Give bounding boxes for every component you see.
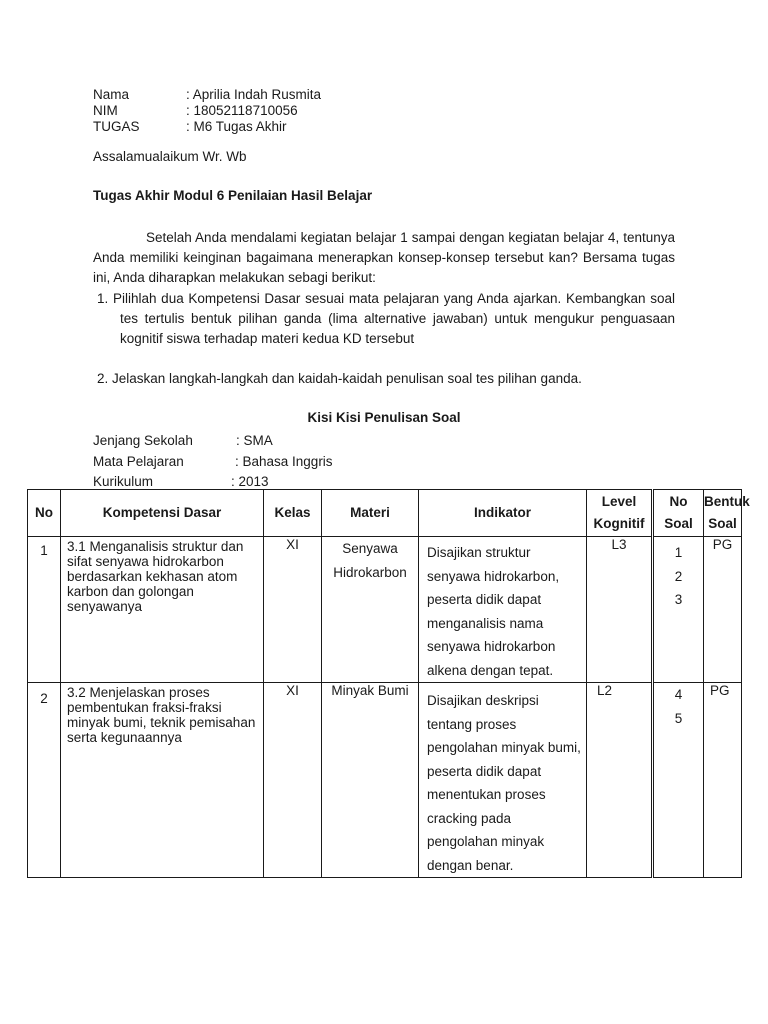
header-nosoal-line2: Soal xyxy=(664,516,693,531)
header-level-line1: Level xyxy=(601,494,637,509)
intro-paragraph: Setelah Anda mendalami kegiatan belajar 1 sampai dengan kegiatan belajar 4, tentunya Anda memiliki keinginan bagaimana menerapkan konsep-konsep tersebut kan? Bersama tugas ini, Anda diharapkan melakukan sebagi berikut: xyxy=(93,230,675,285)
greeting: Assalamualaikum Wr. Wb xyxy=(93,149,247,164)
cell-bentuk: PG xyxy=(704,683,742,878)
header-bentuk-line2: Soal xyxy=(708,516,737,531)
cell-indikator xyxy=(419,683,587,878)
materi-line1: Senyawa xyxy=(342,541,398,556)
cell-level: L3 xyxy=(587,537,653,683)
header-level-line2: Kognitif xyxy=(593,516,645,531)
identity-value: : 18052118710056 xyxy=(186,103,298,118)
task-title: Tugas Akhir Modul 6 Penilaian Hasil Belajar xyxy=(93,188,373,203)
meta-label: Mata Pelajaran xyxy=(93,453,184,469)
task-item-2: 2. Jelaskan langkah-langkah dan kaidah-kaidah penulisan soal tes pilihan ganda. xyxy=(97,371,582,386)
identity-label: NIM xyxy=(93,103,118,118)
cell-bentuk: PG xyxy=(704,537,742,683)
meta-value: : 2013 xyxy=(231,474,269,489)
no-soal-item: 5 xyxy=(674,710,683,726)
cell-indikator xyxy=(419,537,587,683)
cell-materi xyxy=(322,537,419,683)
table-row xyxy=(28,683,742,878)
header-no-soal xyxy=(653,490,704,537)
cell-kelas: XI xyxy=(264,537,322,683)
header-nosoal-line1: No xyxy=(669,494,688,509)
kd-text: 3.1 Menganalisis struktur dan sifat senyawa hidrokarbon berdasarkan kekhasan atom karbon dan golongan senyawanya xyxy=(67,539,244,614)
no-soal-item: 1 xyxy=(674,545,683,560)
header-materi: Materi xyxy=(322,490,419,537)
identity-label: Nama xyxy=(93,87,130,102)
cell-no: 1 xyxy=(28,537,61,683)
cell-no-soal xyxy=(653,683,704,878)
identity-row-nim xyxy=(93,103,321,119)
header-kelas: Kelas xyxy=(264,490,322,537)
cell-level: L2 xyxy=(587,683,653,878)
task-item-1 xyxy=(97,289,675,349)
cell-kelas: XI xyxy=(264,683,322,878)
cell-kompetensi-dasar xyxy=(61,683,264,878)
cell-materi: Minyak Bumi xyxy=(322,683,419,878)
meta-value: : SMA xyxy=(236,433,273,448)
identity-row-tugas xyxy=(93,119,321,135)
no-soal-item: 4 xyxy=(674,687,683,702)
identity-label: TUGAS xyxy=(93,119,140,134)
materi-line2: Hidrokarbon xyxy=(333,564,407,580)
kd-text: 3.2 Menjelaskan proses pembentukan fraksi-fraksi minyak bumi, teknik pemisahan serta kegunaannya xyxy=(67,685,256,745)
cell-no: 2 xyxy=(28,683,61,878)
meta-label: Jenjang Sekolah xyxy=(93,433,193,448)
meta-label: Kurikulum xyxy=(93,474,154,489)
kisi-title: Kisi Kisi Penulisan Soal xyxy=(307,410,461,425)
kisi-table xyxy=(27,489,750,878)
meta-row-mapel xyxy=(93,452,333,473)
identity-value: : Aprilia Indah Rusmita xyxy=(186,87,322,102)
meta-row-jenjang xyxy=(93,431,333,452)
task-item-1-text: 1. Pilihlah dua Kompetensi Dasar sesuai mata pelajaran yang Anda ajarkan. Kembangkan soal tes tertulis bentuk pilihan ganda (lima alternative jawaban) untuk mengukur penguasaan kognitif siswa terhadap materi kedua KD tersebut xyxy=(97,291,675,346)
no-soal-item: 3 xyxy=(674,592,683,607)
header-bentuk-line1: Bentuk xyxy=(704,494,750,509)
meta-block xyxy=(93,431,333,493)
cell-no-soal xyxy=(653,537,704,683)
header-no: No xyxy=(28,490,61,537)
indikator-text: Disajikan deskripsi tentang proses pengolahan minyak bumi, peserta didik dapat menentukan proses cracking pada pengolahan minyak dengan benar. xyxy=(427,693,581,873)
table-header-row xyxy=(28,490,742,537)
cell-kompetensi-dasar xyxy=(61,537,264,683)
table-row xyxy=(28,537,742,683)
header-indikator: Indikator xyxy=(419,490,587,537)
header-level-kognitif xyxy=(587,490,653,537)
no-soal-item: 2 xyxy=(674,568,683,584)
identity-value: : M6 Tugas Akhir xyxy=(186,119,287,134)
identity-block xyxy=(93,87,321,135)
header-bentuk-soal xyxy=(704,490,750,537)
indikator-text: Disajikan struktur senyawa hidrokarbon, peserta didik dapat menganalisis nama senyawa hidrokarbon alkena dengan tepat. xyxy=(427,545,560,678)
identity-row-nama xyxy=(93,87,321,103)
meta-value: : Bahasa Inggris xyxy=(235,453,333,469)
header-kompetensi-dasar: Kompetensi Dasar xyxy=(61,490,264,537)
